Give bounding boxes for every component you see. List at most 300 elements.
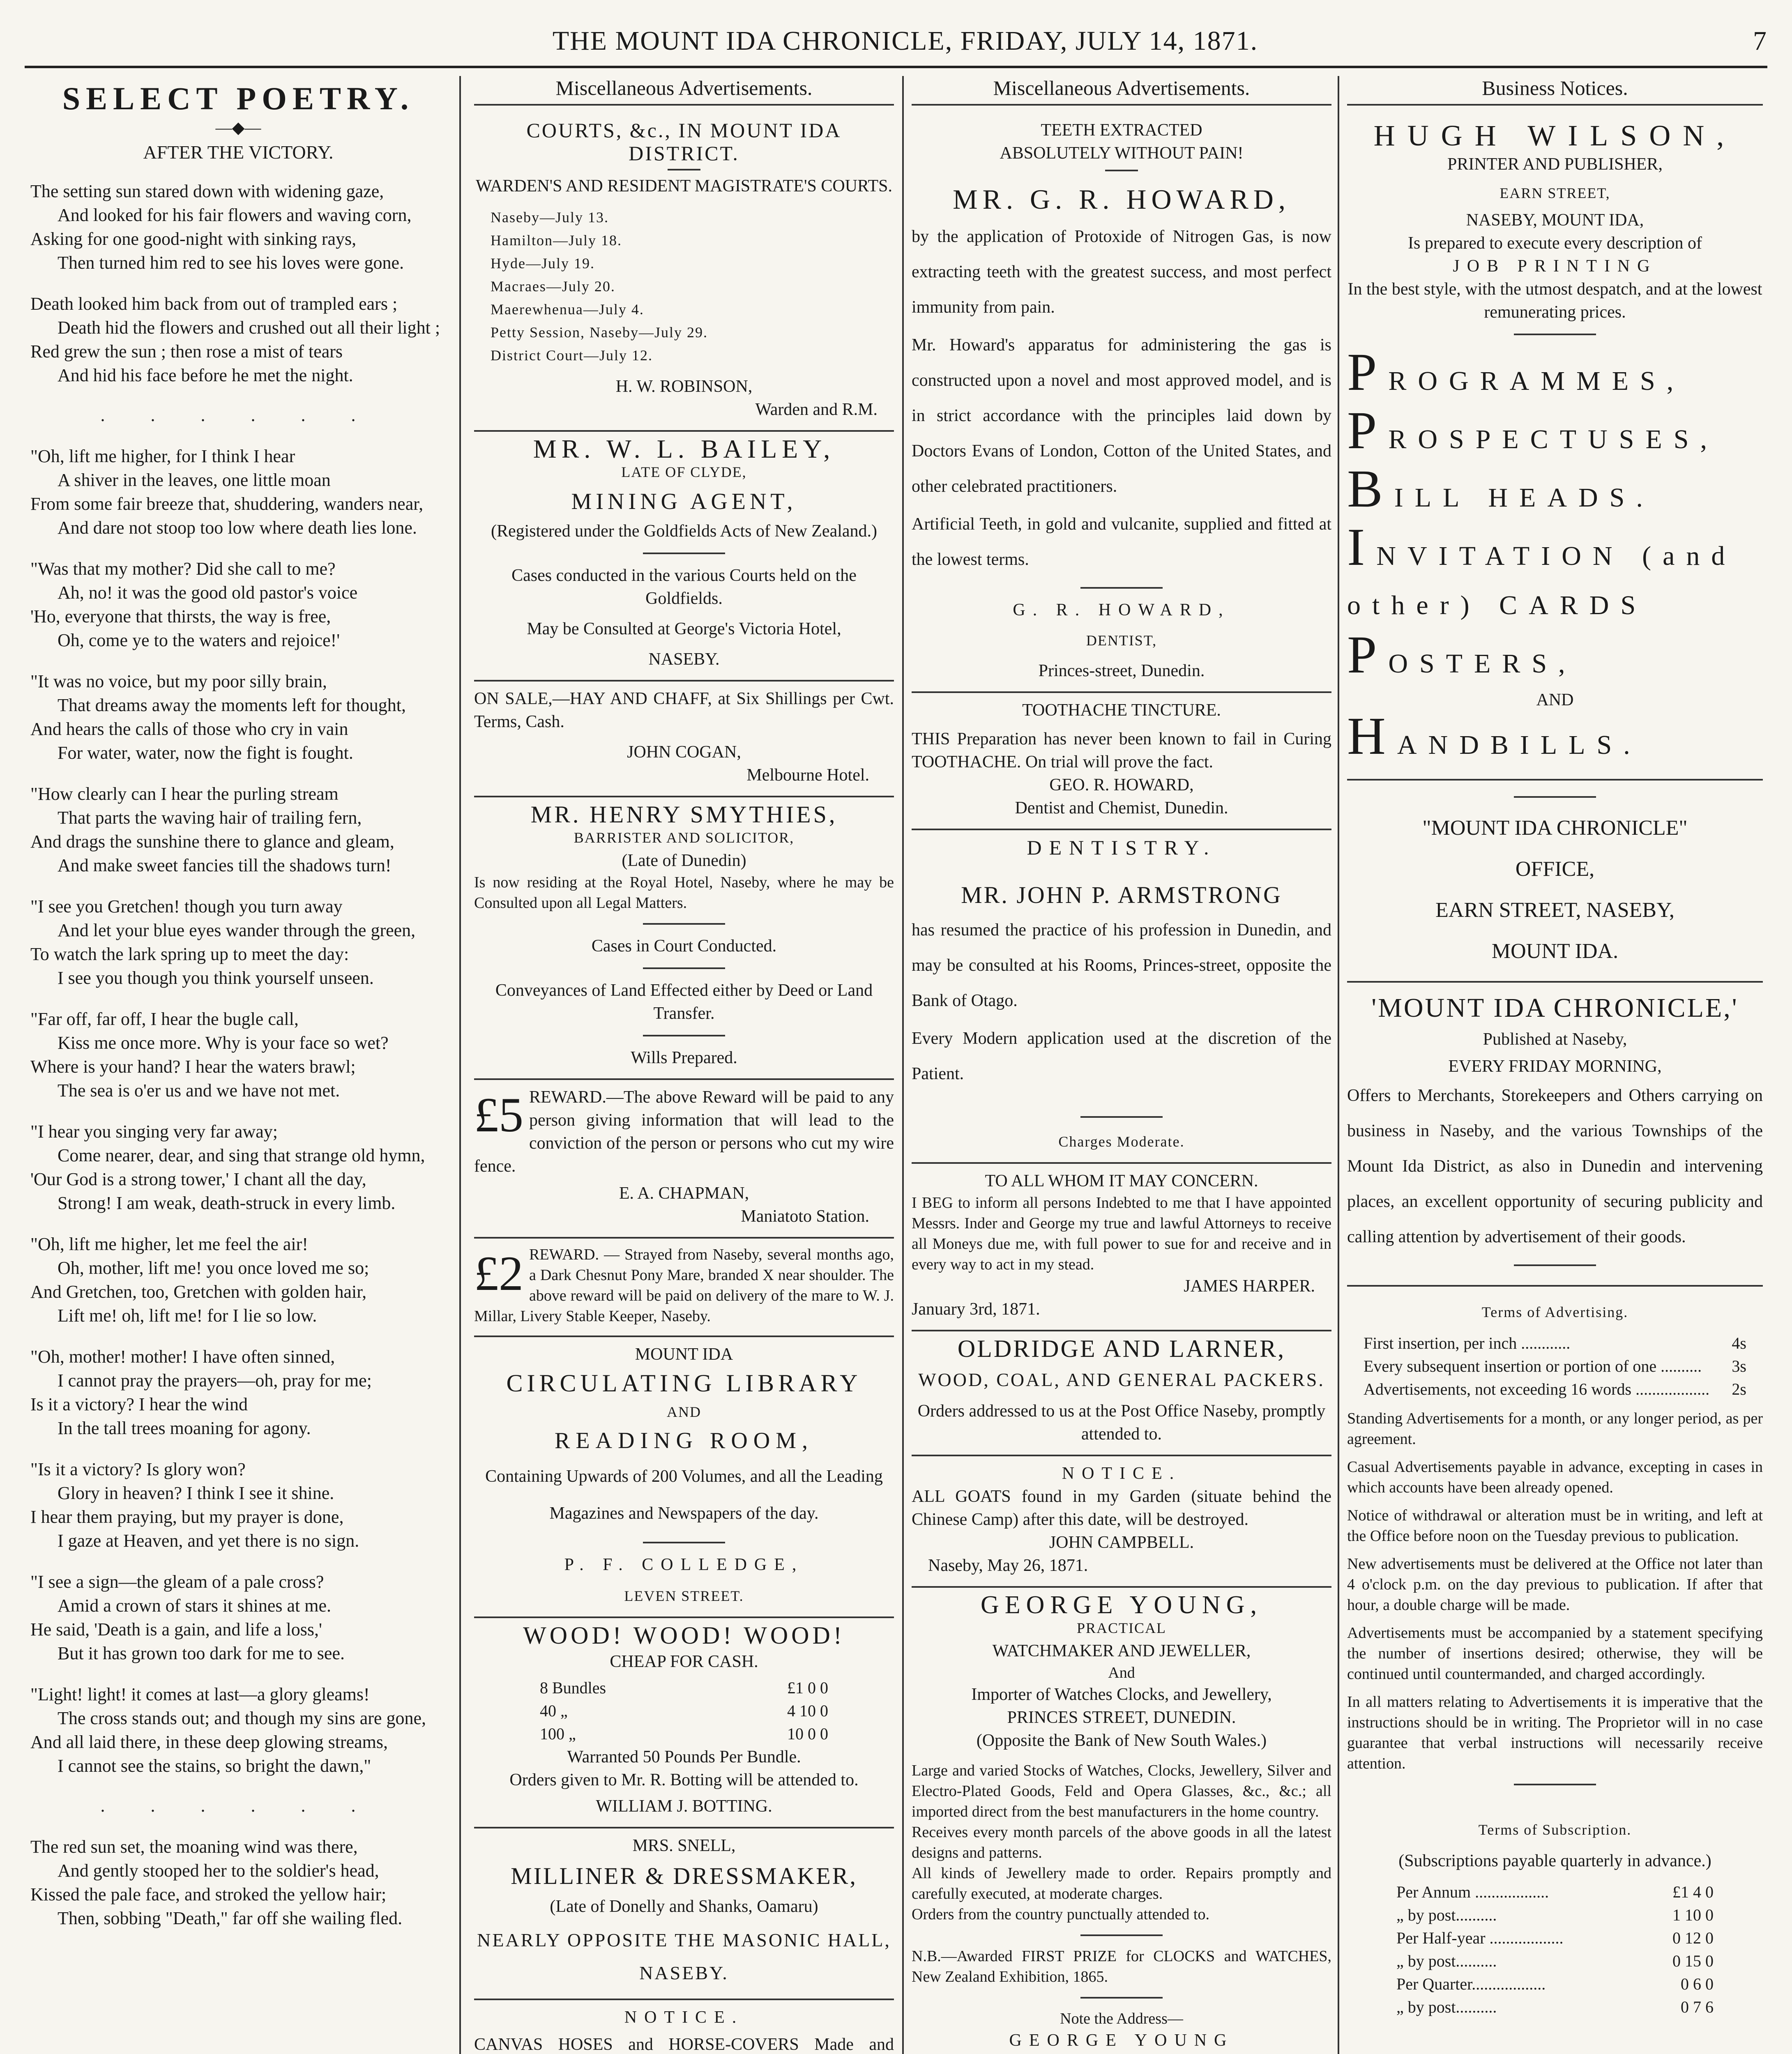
office-office: OFFICE, — [1515, 857, 1595, 881]
rate-price: 3s — [1732, 1357, 1746, 1375]
wilson-body-2: In the best style, with the utmost despatch, and at the lowest remunerating prices. — [1347, 280, 1762, 322]
office-name: "MOUNT IDA CHRONICLE" — [1422, 816, 1688, 840]
poem-stanza — [30, 444, 446, 540]
poem-line: Lift me! oh, lift me! for I lie so low. — [58, 1306, 317, 1326]
young-award: N.B.—Awarded FIRST PRIZE for CLOCKS and WATCHES, New Zealand Exhibition, 1865. — [912, 1948, 1331, 1985]
poem-line: And let your blue eyes wander through the green, — [58, 920, 416, 940]
print-types-list — [1347, 343, 1763, 770]
poetry-column — [25, 76, 452, 2054]
advertising-rates — [1347, 1332, 1763, 1401]
poem-line: Ah, no! it was the good old pastor's voice — [58, 583, 358, 603]
dentistry-heading: DENTISTRY. — [1027, 836, 1216, 859]
poem-line: 'Ho, everyone that thirsts, the way is free, — [30, 606, 331, 626]
poem-line: And hid his face before he met the night. — [58, 365, 353, 385]
poem-line: Then, sobbing "Death," far off she wailing fled. — [58, 1908, 403, 1928]
print-type — [1347, 459, 1763, 523]
library-body: Containing Upwards of 200 Volumes, and all the Leading Magazines and Newspapers of the day. — [485, 1467, 883, 1523]
advertising-note: New advertisements must be delivered at the Office not later than 4 o'clock p.m. on the day previous to publication. If after that hour, a double charge will be made. — [1347, 1555, 1763, 1614]
advertising-note: Notice of withdrawal or alteration must be in writing, and left at the Office before noon on the Tuesday previous to publication. — [1347, 1507, 1763, 1545]
stanza-break-dots: . . . . . . — [100, 405, 376, 425]
young-note: Note the Address— — [1060, 2010, 1183, 2027]
dentistry-body-1: has resumed the practice of his profession in Dunedin, and may be consulted at his Rooms, Princes-street, opposite the Bank of Otago. — [912, 921, 1331, 1010]
poem-line: The setting sun stared down with widening gaze, — [30, 181, 384, 201]
poem-line: I gaze at Heaven, and yet there is no sign. — [58, 1531, 359, 1551]
poem-line: From some fair breeze that, shuddering, wanders near, — [30, 494, 424, 514]
divider — [643, 1542, 725, 1543]
library-ad — [474, 1337, 894, 1618]
subscription-rate-row — [1396, 1927, 1714, 1950]
young-opposite: (Opposite the Bank of New South Wales.) — [976, 1731, 1267, 1750]
poem-line: Oh, mother, lift me! you once loved me so; — [58, 1258, 369, 1278]
column-heading: Miscellaneous Advertisements. — [474, 76, 894, 106]
young-body-3: All kinds of Jewellery made to order. Repairs promptly and carefully executed, at moderate charges. — [912, 1865, 1331, 1902]
divider — [1080, 1116, 1163, 1118]
oldridge-text: Orders addressed to us at the Post Office Naseby, promptly attended to. — [917, 1402, 1326, 1444]
poem-line: "I see you Gretchen! though you turn away — [30, 896, 343, 916]
rate-price: 0 7 6 — [1681, 1998, 1714, 2016]
poem-line: That dreams away the moments left for thought, — [58, 695, 406, 715]
bailey-registered: (Registered under the Goldfields Acts of New Zealand.) — [491, 522, 878, 541]
courts-ad — [474, 113, 894, 432]
snell-role: MILLINER & DRESSMAKER, — [511, 1863, 857, 1889]
court-sittings — [491, 206, 894, 367]
poem-stanza — [30, 895, 446, 990]
wood-price: 10 0 0 — [787, 1725, 828, 1743]
poem-line: Then turned him red to see his loves were gone. — [58, 253, 404, 273]
poem-stanza — [30, 1007, 446, 1103]
divider — [643, 967, 725, 969]
poem-line: For water, water, now the fight is fought. — [58, 743, 353, 763]
snell-ad — [474, 1828, 894, 2000]
rate-price: 0 6 0 — [1681, 1975, 1714, 1993]
subscription-rates — [1347, 1881, 1763, 2019]
rate-price: £1 4 0 — [1672, 1883, 1714, 1901]
smythies-wills: Wills Prepared. — [631, 1048, 737, 1067]
subscription-terms — [1347, 1804, 1763, 2028]
court-sitting: Maerewhenua—July 4. — [491, 301, 644, 318]
snell-name: MRS. SNELL, — [632, 1836, 736, 1855]
bailey-name: MR. W. L. BAILEY, — [533, 434, 835, 463]
poem-line: Strong! I am weak, death-struck in every limb. — [58, 1193, 396, 1213]
toothache-ad — [912, 693, 1331, 830]
wilson-place: NASEBY, MOUNT IDA, — [1466, 211, 1644, 230]
bailey-cases: Cases conducted in the various Courts held on the Goldfields. — [511, 566, 857, 608]
advertising-rate-row — [1364, 1378, 1746, 1401]
canvas-notice-text: CANVAS HOSES and HORSE-COVERS Made and — [474, 2035, 894, 2054]
young-addr — [912, 2052, 1331, 2054]
reward-amount: £2 — [474, 1246, 523, 1301]
young-street: PRINCES STREET, DUNEDIN. — [1007, 1708, 1236, 1727]
courts-title: COURTS, &c., IN MOUNT IDA DISTRICT. — [526, 119, 842, 165]
poetry-heading: SELECT POETRY. — [62, 81, 415, 116]
poem-line: "How clearly can I hear the purling stream — [30, 784, 339, 804]
poem-line: I hear them praying, but my prayer is done, — [30, 1507, 344, 1527]
young-sig: GEORGE YOUNG — [1009, 2031, 1234, 2050]
teeth-name: MR. G. R. HOWARD, — [953, 184, 1290, 215]
print-type-initial: P — [1347, 343, 1389, 402]
column-divider — [459, 76, 461, 2054]
wood-price-list — [474, 1676, 894, 1745]
rate-label: Per Half-year .................. — [1396, 1929, 1564, 1947]
wood-qty: 100 „ — [540, 1725, 576, 1743]
reward-2-text: REWARD. — Strayed from Naseby, several months ago, a Dark Chesnut Pony Mare, branded X near shoulder. The above reward will be paid on delivery of the mare to W. J. Millar, Livery Stable Keeper, Naseby. — [474, 1246, 894, 1325]
smythies-ad — [474, 797, 894, 1080]
smythies-name: MR. HENRY SMYTHIES, — [530, 801, 838, 828]
rate-price: 1 10 0 — [1672, 1906, 1714, 1924]
chronicle-body: Offers to Merchants, Storekeepers and Others carrying on business in Naseby, and the various Townships of the Mount Ida District, as also in Dunedin and intervening places, an excellent opportunity of securing publicity and calling attention by advertisement of their goods. — [1347, 1086, 1763, 1246]
hay-text: ON SALE,—HAY AND CHAFF, at Six Shillings per Cwt. Terms, Cash. — [474, 689, 894, 731]
wood-price-row — [540, 1676, 828, 1699]
divider — [1514, 334, 1596, 335]
concern-ad — [912, 1164, 1331, 1331]
print-type-and: AND — [1536, 691, 1574, 709]
oldridge-name: OLDRIDGE AND LARNER, — [957, 1335, 1286, 1362]
toothache-heading: TOOTHACHE TINCTURE. — [1022, 701, 1221, 720]
rate-label: First insertion, per inch ............ — [1364, 1334, 1571, 1352]
rate-label: „ by post.......... — [1396, 1952, 1497, 1970]
court-sitting: Macraes—July 20. — [491, 278, 615, 295]
reward-5-text: REWARD.—The above Reward will be paid to any person giving information that will lead to the conviction of the person or persons who cut my wire fence. — [474, 1088, 894, 1176]
masthead-title: THE MOUNT IDA CHRONICLE, FRIDAY, JULY 14, 1871. — [552, 26, 1258, 56]
poem-stanza — [30, 1458, 446, 1553]
print-type-rest: ROGRAMMES, — [1388, 366, 1685, 396]
poem-line: And dare not stoop too low where death lies lone. — [58, 518, 417, 538]
poem-line: Oh, come ye to the waters and rejoice!' — [58, 630, 340, 650]
library-street: LEVEN STREET. — [624, 1588, 744, 1604]
young-role: WATCHMAKER AND JEWELLER, — [992, 1642, 1251, 1660]
poem-line: "Light! light! it comes at last—a glory gleams! — [30, 1684, 370, 1704]
column-divider — [902, 76, 904, 2054]
teeth-sig: G. R. HOWARD, — [1013, 601, 1230, 619]
poem-line: And Gretchen, too, Gretchen with golden hair, — [30, 1282, 367, 1302]
print-type — [1347, 625, 1763, 689]
poem-stanza — [30, 782, 446, 877]
poem-line: "I hear you singing very far away; — [30, 1121, 278, 1142]
dentistry-ad — [912, 830, 1331, 1164]
poem-line: And drags the sunshine there to glance and gleam, — [30, 831, 394, 852]
column-heading: Miscellaneous Advertisements. — [912, 76, 1331, 106]
poem-line: And all laid there, in these deep glowing streams, — [30, 1732, 388, 1752]
court-sitting: Hamilton—July 18. — [491, 232, 622, 249]
poem-line: In the tall trees moaning for agony. — [58, 1418, 311, 1438]
dentistry-body-2: Every Modern application used at the discretion of the Patient. — [912, 1029, 1331, 1083]
subscription-note: (Subscriptions payable quarterly in advance.) — [1398, 1851, 1711, 1870]
library-room: READING ROOM, — [555, 1428, 813, 1453]
rate-label: Per Annum .................. — [1396, 1883, 1549, 1901]
poem-stanza — [30, 292, 446, 387]
divider — [643, 553, 725, 554]
poem-line: I see you though you think yourself unseen. — [58, 968, 374, 988]
rate-price: 0 12 0 — [1672, 1929, 1714, 1947]
bailey-ad — [474, 432, 894, 682]
print-type-rest: OSTERS, — [1388, 649, 1577, 679]
rate-price: 4s — [1732, 1334, 1746, 1352]
wilson-name: HUGH WILSON, — [1373, 119, 1737, 152]
young-practical: PRACTICAL — [1076, 1620, 1167, 1636]
wood-sub: CHEAP FOR CASH. — [610, 1652, 758, 1671]
wood-price-row — [540, 1722, 828, 1745]
library-name: P. F. COLLEDGE, — [564, 1555, 804, 1574]
chronicle-ad — [1347, 983, 1763, 1287]
poem-body — [30, 180, 446, 1930]
advertising-note: Casual Advertisements payable in advance, excepting in cases in which accounts have been already opened. — [1347, 1458, 1763, 1496]
hay-ad — [474, 682, 894, 797]
poem-line: "Oh, lift me higher, for I think I hear — [30, 446, 295, 466]
wood-qty: 8 Bundles — [540, 1679, 606, 1697]
poem-stanza — [30, 1570, 446, 1665]
print-type — [1347, 401, 1763, 464]
wood-name: WILLIAM J. BOTTING. — [596, 1797, 772, 1816]
poem-line: I cannot see the stains, so bright the dawn," — [58, 1756, 371, 1776]
wood-title: WOOD! WOOD! WOOD! — [523, 1622, 845, 1649]
dentistry-name: MR. JOHN P. ARMSTRONG — [961, 882, 1282, 908]
advertising-note: Advertisements must be accompanied by a statement specifying the number of insertions desired; otherwise, they will be continued until countermanded, and charged accordingly. — [1347, 1624, 1763, 1683]
poem-line: "Oh, lift me higher, let me feel the air! — [30, 1234, 308, 1254]
wilson-street: EARN STREET, — [1499, 185, 1610, 201]
wilson-job: JOB PRINTING — [1453, 257, 1657, 276]
subscription-rate-row — [1396, 1973, 1714, 1996]
poem-stanza — [30, 1683, 446, 1778]
poem-line: The cross stands out; and though my sins are gone, — [58, 1708, 426, 1728]
bailey-role: MINING AGENT, — [571, 489, 797, 514]
young-body-2: Receives every month parcels of the above goods in all the latest designs and patterns. — [912, 1824, 1331, 1861]
column-divider — [1338, 76, 1339, 2054]
smythies-conveyances: Conveyances of Land Effected either by Deed or Land Transfer. — [495, 981, 873, 1023]
young-importer: Importer of Watches Clocks, and Jewellery, — [971, 1685, 1272, 1704]
teeth-body-2: Mr. Howard's apparatus for administering the gas is constructed upon a novel and most approved model, and is in strict accordance with the principles laid down by Doctors Evans of London, Cotton of the United States, and other celebrated practitioners. — [912, 336, 1331, 496]
reward-2-ad — [474, 1239, 894, 1337]
library-place: MOUNT IDA — [635, 1345, 733, 1364]
bailey-late: LATE OF CLYDE, — [621, 464, 747, 480]
poem-line: That parts the waving hair of trailing fern, — [58, 808, 362, 828]
misc-ads-column-2 — [906, 76, 1337, 2054]
toothache-name: GEO. R. HOWARD, — [1049, 776, 1194, 794]
reward-5-station: Maniatoto Station. — [741, 1207, 869, 1226]
business-notices-column — [1341, 76, 1769, 2054]
print-type-initial: B — [1347, 459, 1394, 518]
teeth-subtitle: ABSOLUTELY WITHOUT PAIN! — [1000, 144, 1244, 163]
young-name: GEORGE YOUNG, — [981, 1591, 1262, 1619]
rate-price: 0 15 0 — [1672, 1952, 1714, 1970]
poem-line: A shiver in the leaves, one little moan — [58, 470, 331, 490]
column-heading: Business Notices. — [1347, 76, 1763, 106]
poem-line: And make sweet fancies till the shadows turn! — [58, 855, 392, 875]
poem-line: The sea is o'er us and we have not met. — [58, 1080, 340, 1101]
office-place: MOUNT IDA. — [1491, 939, 1619, 963]
court-sitting: District Court—July 12. — [491, 347, 653, 364]
poem-stanza — [30, 180, 446, 275]
poem-stanza — [30, 1120, 446, 1215]
divider — [1080, 587, 1163, 589]
office-street: EARN STREET, NASEBY, — [1435, 898, 1675, 922]
rate-label: „ by post.......... — [1396, 1906, 1497, 1924]
concern-text: I BEG to inform all persons Indebted to me that I have appointed Messrs. Inder and George my true and lawful Attorneys to receive all Moneys due me, with full power to sue for and receive and in every way to act in my stead. — [912, 1194, 1331, 1273]
print-type-rest: NVITATION (and other) CARDS — [1347, 541, 1737, 620]
poem-stanza — [30, 557, 446, 652]
rate-label: Every subsequent insertion or portion of one .......... — [1364, 1357, 1702, 1375]
print-type — [1347, 518, 1763, 630]
teeth-body-3: Artificial Teeth, in gold and vulcanite, supplied and fitted at the lowest terms. — [912, 515, 1331, 569]
poem-line: The red sun set, the moaning wind was there, — [30, 1837, 358, 1857]
divider — [668, 169, 700, 170]
print-type-initial: H — [1347, 707, 1397, 766]
divider — [643, 923, 725, 925]
divider — [1105, 170, 1138, 171]
goats-heading: NOTICE. — [1062, 1464, 1182, 1483]
young-body-1: Large and varied Stocks of Watches, Clocks, Jewellery, Silver and Electro-Plated Goods, Feld and Opera Glasses, &c., &c.; all imported direct from the best manufacturers in the home country. — [912, 1762, 1331, 1820]
divider — [643, 1035, 725, 1036]
advertising-heading: Terms of Advertising. — [1481, 1304, 1628, 1320]
print-type-rest: ANDBILLS. — [1397, 730, 1642, 760]
courts-subtitle: WARDEN'S AND RESIDENT MAGISTRATE'S COURTS. — [475, 177, 893, 196]
rate-price: 2s — [1732, 1380, 1746, 1398]
hay-hotel: Melbourne Hotel. — [746, 766, 869, 785]
advertising-note: In all matters relating to Advertisements it is imperative that the instructions should be in writing. The Proprietor will in no case guarantee that verbal instructions will necessarily receive attention. — [1347, 1693, 1763, 1772]
teeth-address: Princes-street, Dunedin. — [1038, 661, 1205, 680]
rate-label: „ by post.......... — [1396, 1998, 1497, 2016]
teeth-role: DENTIST, — [1086, 632, 1157, 649]
snell-location: NEARLY OPPOSITE THE MASONIC HALL, NASEBY. — [477, 1930, 891, 1983]
wood-orders: Orders given to Mr. R. Botting will be attended to. — [509, 1771, 859, 1789]
wood-warranted: Warranted 50 Pounds Per Bundle. — [567, 1748, 801, 1766]
poem-line: Death looked him back from out of trampled ears ; — [30, 294, 398, 314]
ornament-icon: —◆— — [215, 118, 261, 137]
court-sitting: Naseby—July 13. — [491, 209, 609, 226]
concern-heading: TO ALL WHOM IT MAY CONCERN. — [985, 1172, 1258, 1190]
poem-line: Death hid the flowers and crushed out all their light ; — [58, 318, 440, 338]
wilson-role: PRINTER AND PUBLISHER, — [1447, 155, 1663, 174]
poem-line: Kiss me once more. Why is your face so wet? — [58, 1033, 389, 1053]
rate-label: Advertisements, not exceeding 16 words .................. — [1364, 1380, 1710, 1398]
goats-name: JOHN CAMPBELL. — [1049, 1533, 1194, 1552]
toothache-role: Dentist and Chemist, Dunedin. — [1015, 799, 1228, 817]
print-type-initial: P — [1347, 401, 1389, 460]
poem-line: And looked for his fair flowers and waving corn, — [58, 205, 412, 225]
subscription-rate-row — [1396, 1881, 1714, 1904]
poem-line: Amid a crown of stars it shines at me. — [58, 1596, 331, 1616]
concern-date: January 3rd, 1871. — [912, 1300, 1040, 1319]
concern-name: JAMES HARPER. — [1184, 1277, 1315, 1296]
goats-ad — [912, 1456, 1331, 1588]
advertising-note: Standing Advertisements for a month, or any longer period, as per agreement. — [1347, 1410, 1763, 1448]
subscription-rate-row — [1396, 1904, 1714, 1927]
subscription-heading: Terms of Subscription. — [1478, 1821, 1632, 1838]
wilson-body-1: Is prepared to execute every description of — [1407, 234, 1702, 253]
poem-line: Where is your hand? I hear the waters brawl; — [30, 1057, 356, 1077]
misc-ads-column-1 — [468, 76, 900, 2054]
teeth-ad — [912, 113, 1331, 693]
chronicle-title: 'MOUNT IDA CHRONICLE,' — [1371, 993, 1739, 1023]
poem-line: Kissed the pale face, and stroked the yellow hair; — [30, 1884, 387, 1904]
oldridge-role: WOOD, COAL, AND GENERAL PACKERS. — [918, 1369, 1325, 1390]
wood-price: 4 10 0 — [787, 1702, 828, 1720]
poem-line: And hears the calls of those who cry in vain — [30, 719, 348, 739]
divider — [1514, 1264, 1596, 1266]
bailey-place: NASEBY. — [648, 650, 720, 669]
poem-line: 'Our God is a strong tower,' I chant all the day, — [30, 1169, 366, 1189]
reward-amount: £5 — [474, 1087, 523, 1142]
print-type — [1347, 343, 1763, 406]
court-sitting: Hyde—July 19. — [491, 255, 595, 272]
wood-price: £1 0 0 — [787, 1679, 828, 1697]
poem-line: Glory in heaven? I think I see it shine. — [58, 1483, 334, 1503]
poem-line: "Oh, mother! mother! I have often sinned, — [30, 1347, 335, 1367]
teeth-body-1: by the application of Protoxide of Nitrogen Gas, is now extracting teeth with the greatest success, and most perfect immunity from pain. — [912, 227, 1331, 317]
advertising-terms — [1347, 1287, 1763, 1804]
print-type-rest: ILL HEADS. — [1394, 483, 1654, 513]
poem-line: He said, 'Death is a gain, and life a loss,' — [30, 1619, 322, 1640]
court-sitting: Petty Session, Naseby—July 29. — [491, 324, 708, 341]
subscription-rate-row — [1396, 1996, 1714, 2019]
smythies-cases: Cases in Court Conducted. — [591, 937, 777, 956]
wilson-ad — [1347, 113, 1763, 781]
divider — [1080, 1997, 1163, 1999]
stanza-break-dots: . . . . . . — [100, 1796, 376, 1816]
goats-date: Naseby, May 26, 1871. — [928, 1556, 1088, 1575]
oldridge-ad — [912, 1331, 1331, 1456]
wood-qty: 40 „ — [540, 1702, 568, 1720]
library-title: CIRCULATING LIBRARY — [506, 1370, 862, 1397]
library-and: AND — [667, 1404, 701, 1420]
dentistry-charges: Charges Moderate. — [1058, 1133, 1185, 1150]
poem-line: "Was that my mother? Did she call to me? — [30, 559, 336, 579]
print-type-initial: P — [1347, 625, 1389, 684]
poem-stanza — [30, 1345, 446, 1440]
divider — [1514, 1784, 1596, 1785]
goats-text: ALL GOATS found in my Garden (situate behind the Chinese Camp) after this date, will be destroyed. — [912, 1487, 1331, 1529]
divider — [1514, 796, 1596, 798]
teeth-title: TEETH EXTRACTED — [1041, 121, 1202, 140]
courts-signature-title: Warden and R.M. — [755, 400, 878, 419]
poem-line: But it has grown too dark for me to see. — [58, 1643, 345, 1663]
poem-title: AFTER THE VICTORY. — [143, 142, 334, 163]
poem-stanza — [30, 1232, 446, 1328]
divider — [1080, 1934, 1163, 1936]
hay-name: JOHN COGAN, — [627, 743, 741, 762]
poem-line: Come nearer, dear, and sing that strange old hymn, — [58, 1145, 425, 1165]
poem-line: Asking for one good-night with sinking rays, — [30, 229, 357, 249]
advertising-rate-row — [1364, 1332, 1746, 1355]
young-ad — [912, 1588, 1331, 2054]
poem-line: "I see a sign—the gleam of a pale cross? — [30, 1572, 324, 1592]
poem-line: Red grew the sun ; then rose a mist of tears — [30, 341, 343, 362]
poem-line: "Is it a victory? Is glory won? — [30, 1459, 246, 1479]
bailey-consult: May be Consulted at George's Victoria Hotel, — [527, 619, 841, 638]
smythies-body: Is now residing at the Royal Hotel, Naseby, where he may be Consulted upon all Legal Matters. — [474, 874, 894, 912]
reward-5-name: E. A. CHAPMAN, — [619, 1184, 749, 1203]
poem-stanza — [30, 670, 446, 765]
poem-line: Is it a victory? I hear the wind — [30, 1394, 248, 1414]
canvas-notice-heading: NOTICE. — [624, 2008, 744, 2027]
snell-late: (Late of Donelly and Shanks, Oamaru) — [550, 1897, 818, 1916]
page-number: 7 — [1753, 26, 1767, 56]
poem-stanza — [30, 1835, 446, 1930]
advertising-notes — [1347, 1408, 1763, 1774]
chronicle-every: EVERY FRIDAY MORNING, — [1448, 1057, 1662, 1076]
smythies-late: (Late of Dunedin) — [622, 851, 746, 870]
young-and: And — [1108, 1664, 1135, 1681]
poem-line: "Far off, far off, I hear the bugle call, — [30, 1009, 299, 1029]
wood-price-row — [540, 1699, 828, 1722]
toothache-text: THIS Preparation has never been known to fail in Curing TOOTHACHE. On trial will prove the fact. — [912, 730, 1331, 771]
advertising-rate-row — [1364, 1355, 1746, 1378]
poem-line: To watch the lark spring up to meet the day: — [30, 944, 349, 964]
smythies-role: BARRISTER AND SOLICITOR, — [574, 829, 795, 846]
chronicle-published: Published at Naseby, — [1483, 1030, 1627, 1049]
canvas-notice-ad — [474, 2000, 894, 2054]
print-type — [1347, 707, 1763, 770]
masthead — [25, 16, 1767, 68]
